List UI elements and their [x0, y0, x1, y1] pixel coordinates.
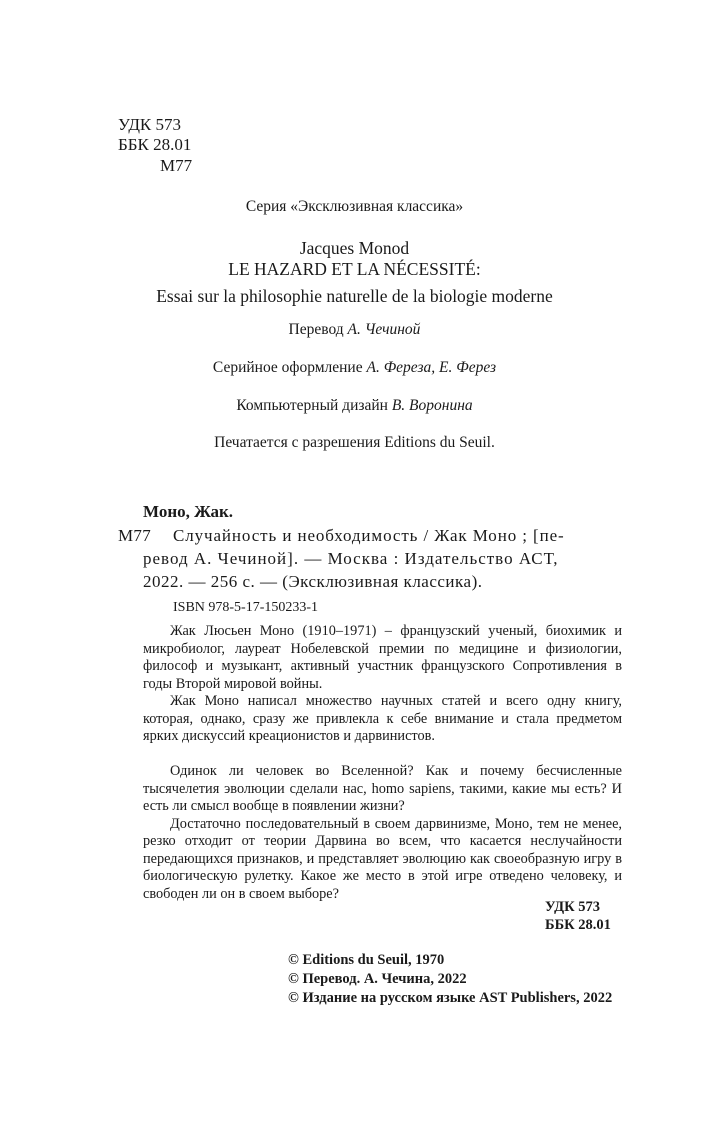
- copyright-edition: © Издание на русском языке AST Publishers, 2022: [288, 990, 613, 1006]
- annotation-paragraph: Достаточно последовательный в своем дарвинизме, Моно, тем не менее, резко отходит от теории Дарвина во всем, что касается неслучайности передающихся признаков, и представляет эволюцию как своеобразную игру в биологическую рулетку. Какое же место в этой игре отведено человеку, и свободен ли он в своем выборе?: [143, 815, 622, 902]
- annotation-paragraph: Жак Моно написал множество научных статей и всего одну книгу, которая, однако, сразу же привлекла к себе внимание и стала предметом ярких дискуссий креационистов и дарвинистов.: [143, 693, 622, 744]
- computer-design-credit: [0, 397, 709, 415]
- series-design-credit: [0, 359, 709, 377]
- annotation-paragraph: Одинок ли человек во Вселенной? Как и почему бесчисленные тысячелетия эволюции сделали нас, homo sapiens, такими, какие мы есть? И есть ли смысл вообще в появлении жизни?: [143, 763, 622, 814]
- translator-name: А. Чечиной: [347, 321, 421, 338]
- copyright-translation: © Перевод. А. Чечина, 2022: [288, 971, 467, 987]
- bbk-code-bottom: ББК 28.01: [545, 917, 611, 933]
- udk-code: УДК 573: [118, 115, 182, 134]
- bibliographic-line-2: ревод А. Чечиной]. — Москва : Издательство АСТ,: [143, 549, 559, 568]
- annotation-group-2: [143, 763, 622, 903]
- permission-line: Печатается с разрешения Editions du Seuil.: [214, 434, 495, 451]
- series-design-label: Серийное оформление: [212, 359, 363, 376]
- computer-design-label: Компьютерный дизайн: [236, 397, 388, 414]
- author-sign: М77: [160, 156, 193, 175]
- bbk-code: ББК 28.01: [118, 135, 192, 154]
- udk-code-bottom: УДК 573: [545, 899, 601, 915]
- original-subtitle: Essai sur la philosophie naturelle de la biologie moderne: [156, 286, 553, 306]
- series-line: Серия «Эксклюзивная классика»: [245, 198, 464, 215]
- bibliographic-sign: М77: [118, 526, 152, 545]
- original-author: Jacques Monod: [299, 238, 410, 258]
- computer-design-name: В. Воронина: [391, 397, 473, 414]
- annotation-group-1: [143, 623, 622, 746]
- copyright-original: © Editions du Seuil, 1970: [288, 952, 445, 968]
- original-title: LE HAZARD ET LA NÉCESSITÉ:: [228, 259, 481, 279]
- annotation-paragraph: Жак Люсьен Моно (1910–1971) – французский ученый, биохимик и микробиолог, лауреат Нобелевской премии по медицине и физиологии, философ и музыкант, активный участник французского Сопротивления в годы Второй мировой войны.: [143, 623, 622, 692]
- isbn: ISBN 978-5-17-150233-1: [173, 600, 319, 615]
- bibliographic-line-1: Случайность и необходимость / Жак Моно ; [пе-: [173, 526, 565, 545]
- bibliographic-heading: Моно, Жак.: [143, 502, 234, 521]
- series-design-names: А. Фереза, Е. Ферез: [366, 359, 497, 376]
- translation-credit: [0, 321, 709, 339]
- bibliographic-line-3: 2022. — 256 с. — (Эксклюзивная классика).: [143, 572, 483, 591]
- translation-label: Перевод: [288, 321, 344, 338]
